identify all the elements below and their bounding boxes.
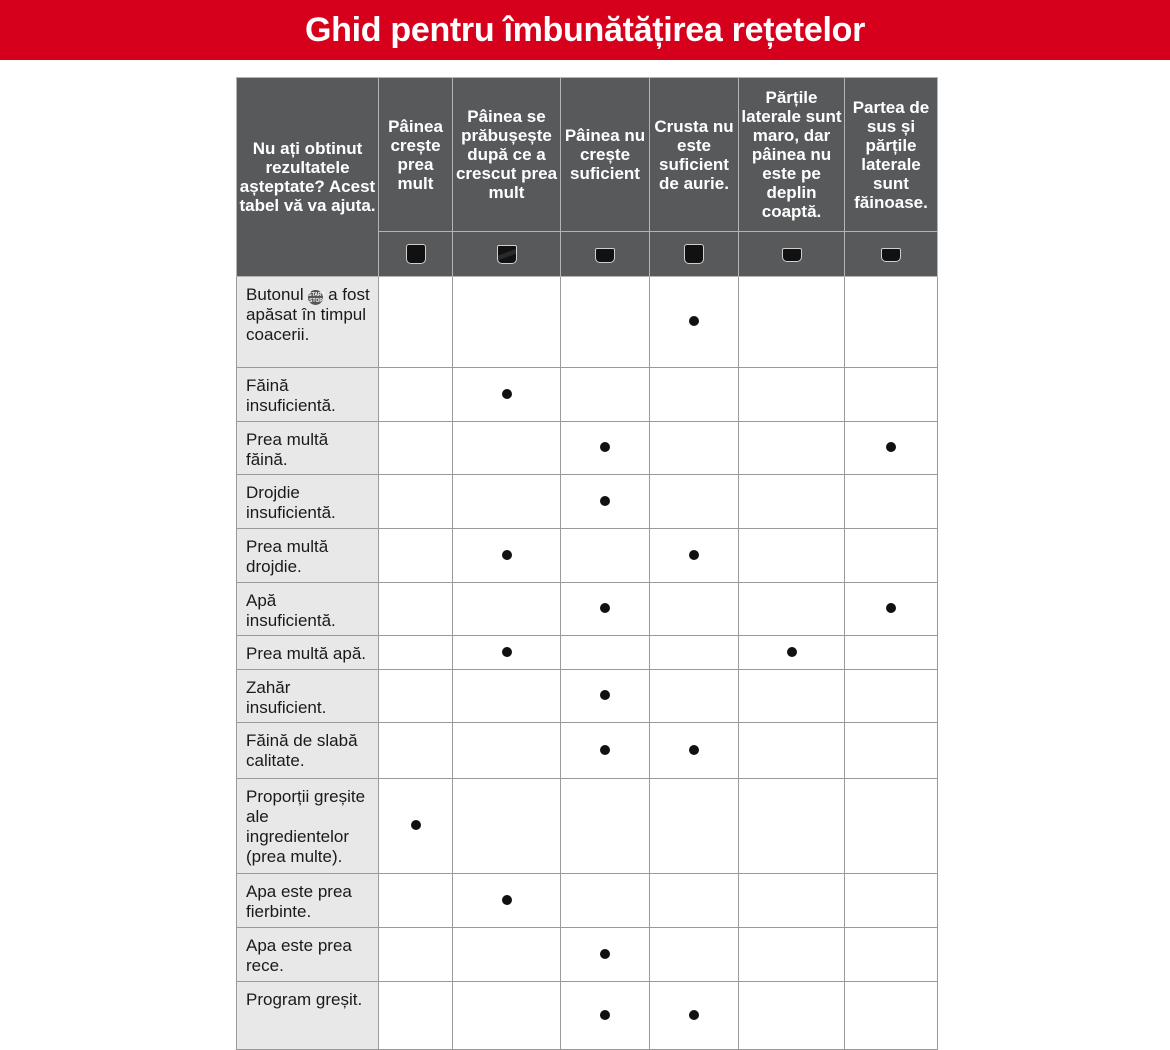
bullet-mark [886, 603, 896, 613]
table-row [237, 874, 938, 928]
table-row [237, 779, 938, 874]
cause-text: Apă insuficientă. [246, 591, 336, 630]
column-icon-cell [453, 232, 561, 277]
mark-cell [650, 874, 739, 928]
cause-text: a fost apăsat în timpul coacerii. [246, 285, 370, 344]
mark-cell [650, 928, 739, 982]
mark-cell [739, 475, 845, 529]
table-row [237, 636, 938, 670]
mark-cell [650, 529, 739, 583]
mark-cell [845, 368, 938, 422]
column-icon-cell [379, 232, 453, 277]
mark-cell [453, 928, 561, 982]
mark-cell [845, 529, 938, 583]
mark-cell [453, 368, 561, 422]
mark-cell [845, 779, 938, 874]
cause-cell [237, 874, 379, 928]
mark-cell [561, 529, 650, 583]
bread-pan-tall-icon [406, 244, 426, 264]
mark-cell [453, 874, 561, 928]
mark-cell [739, 670, 845, 723]
column-icon-cell [739, 232, 845, 277]
column-header: Partea de sus și părțile laterale sunt făinoase. [845, 78, 938, 232]
mark-cell [453, 422, 561, 475]
table-row [237, 422, 938, 475]
troubleshooting-table [236, 77, 938, 1050]
bullet-mark [502, 389, 512, 399]
table-row [237, 723, 938, 779]
mark-cell [650, 779, 739, 874]
bullet-mark [689, 550, 699, 560]
mark-cell [561, 670, 650, 723]
bread-pan-low-icon [595, 248, 615, 263]
bullet-mark [787, 647, 797, 657]
table-row [237, 928, 938, 982]
mark-cell [561, 982, 650, 1050]
mark-cell [845, 928, 938, 982]
mark-cell [650, 583, 739, 636]
mark-cell [845, 723, 938, 779]
cause-cell [237, 529, 379, 583]
mark-cell [561, 368, 650, 422]
mark-cell [379, 529, 453, 583]
table-row [237, 475, 938, 529]
mark-cell [561, 422, 650, 475]
cause-text: Apa este prea rece. [246, 936, 352, 975]
mark-cell [650, 422, 739, 475]
table-body [237, 277, 938, 1050]
bread-pan-collapsed-icon [497, 245, 517, 264]
column-header: Pâinea crește prea mult [379, 78, 453, 232]
cause-cell [237, 723, 379, 779]
cause-cell [237, 779, 379, 874]
mark-cell [650, 475, 739, 529]
cause-cell [237, 636, 379, 670]
mark-cell [845, 874, 938, 928]
mark-cell [453, 723, 561, 779]
mark-cell [845, 422, 938, 475]
mark-cell [379, 475, 453, 529]
mark-cell [650, 723, 739, 779]
mark-cell [379, 277, 453, 368]
bread-pan-pale-crust-icon [684, 244, 704, 264]
mark-cell [739, 982, 845, 1050]
bullet-mark [600, 949, 610, 959]
mark-cell [739, 779, 845, 874]
bullet-mark [600, 745, 610, 755]
mark-cell [379, 723, 453, 779]
bullet-mark [600, 496, 610, 506]
mark-cell [561, 723, 650, 779]
mark-cell [379, 982, 453, 1050]
bullet-mark [600, 690, 610, 700]
mark-cell [379, 583, 453, 636]
mark-cell [561, 583, 650, 636]
cause-cell [237, 368, 379, 422]
mark-cell [739, 928, 845, 982]
cause-cell [237, 928, 379, 982]
mark-cell [453, 982, 561, 1050]
mark-cell [453, 583, 561, 636]
bullet-mark [689, 316, 699, 326]
mark-cell [845, 670, 938, 723]
mark-cell [739, 583, 845, 636]
cause-cell [237, 277, 379, 368]
bread-pan-underbaked-icon [782, 248, 802, 262]
table-row [237, 277, 938, 368]
bullet-mark [600, 442, 610, 452]
cause-cell [237, 670, 379, 723]
page-title: Ghid pentru îmbunătățirea rețetelor [304, 10, 866, 49]
mark-cell [453, 529, 561, 583]
mark-cell [561, 636, 650, 670]
corner-header: Nu ați obtinut rezultatele așteptate? Acest tabel vă va ajuta. [237, 78, 379, 277]
cause-cell [237, 422, 379, 475]
mark-cell [845, 636, 938, 670]
table-row [237, 368, 938, 422]
mark-cell [845, 982, 938, 1050]
mark-cell [650, 982, 739, 1050]
mark-cell [379, 779, 453, 874]
cause-text: Prea multă făină. [246, 430, 329, 469]
column-icon-cell [561, 232, 650, 277]
mark-cell [739, 277, 845, 368]
bullet-mark [886, 442, 896, 452]
table-row [237, 982, 938, 1050]
table-row [237, 583, 938, 636]
mark-cell [561, 874, 650, 928]
column-icon-cell [845, 232, 938, 277]
bullet-mark [502, 647, 512, 657]
mark-cell [453, 475, 561, 529]
mark-cell [739, 636, 845, 670]
mark-cell [379, 874, 453, 928]
cause-text: Prea multă apă. [246, 644, 367, 663]
column-header: Părțile laterale sunt maro, dar pâinea nu este pe deplin coaptă. [739, 78, 845, 232]
mark-cell [379, 928, 453, 982]
mark-cell [453, 277, 561, 368]
mark-cell [845, 277, 938, 368]
cause-text: Proporții greșite ale ingredientelor (prea multe). [246, 787, 366, 866]
mark-cell [739, 874, 845, 928]
cause-text: Prea multă drojdie. [246, 537, 329, 576]
bullet-mark [689, 1010, 699, 1020]
mark-cell [379, 636, 453, 670]
cause-cell [237, 475, 379, 529]
bullet-mark [502, 895, 512, 905]
bullet-mark [411, 820, 421, 830]
cause-text: Făină insuficientă. [246, 376, 336, 415]
bread-pan-floury-icon [881, 248, 901, 262]
cause-cell [237, 583, 379, 636]
cause-cell [237, 982, 379, 1050]
cause-text: Program greșit. [246, 990, 363, 1009]
bullet-mark [600, 603, 610, 613]
mark-cell [379, 422, 453, 475]
bullet-mark [600, 1010, 610, 1020]
mark-cell [561, 928, 650, 982]
mark-cell [561, 277, 650, 368]
mark-cell [739, 422, 845, 475]
mark-cell [561, 779, 650, 874]
mark-cell [650, 277, 739, 368]
mark-cell [845, 475, 938, 529]
mark-cell [453, 636, 561, 670]
column-icon-cell [650, 232, 739, 277]
table-row [237, 670, 938, 723]
cause-text: Făină de slabă calitate. [246, 731, 358, 770]
mark-cell [739, 368, 845, 422]
cause-text: Zahăr insuficient. [246, 678, 327, 717]
mark-cell [561, 475, 650, 529]
table-row [237, 529, 938, 583]
mark-cell [453, 670, 561, 723]
column-header: Pâinea se prăbușește după ce a crescut prea mult [453, 78, 561, 232]
mark-cell [845, 583, 938, 636]
bullet-mark [502, 550, 512, 560]
mark-cell [650, 368, 739, 422]
mark-cell [650, 636, 739, 670]
start-stop-button-icon: START STOP [308, 292, 325, 304]
mark-cell [650, 670, 739, 723]
column-header: Pâinea nu crește suficient [561, 78, 650, 232]
mark-cell [453, 779, 561, 874]
cause-text-before: Butonul [246, 285, 304, 304]
title-banner [0, 0, 1170, 60]
column-header: Crusta nu este suficient de aurie. [650, 78, 739, 232]
mark-cell [739, 529, 845, 583]
cause-text: Drojdie insuficientă. [246, 483, 336, 522]
mark-cell [379, 670, 453, 723]
bullet-mark [689, 745, 699, 755]
mark-cell [379, 368, 453, 422]
cause-text: Apa este prea fierbinte. [246, 882, 352, 921]
mark-cell [739, 723, 845, 779]
